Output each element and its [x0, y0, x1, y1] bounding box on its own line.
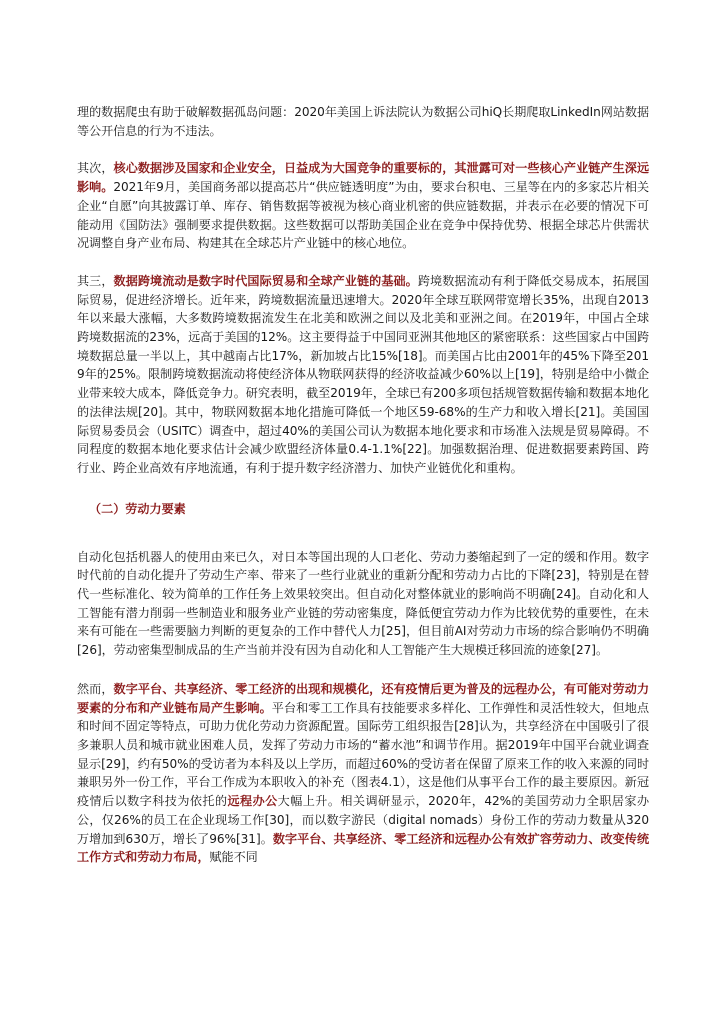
paragraph-core-data-security — [77, 159, 649, 253]
paragraph-lead: 然而， — [77, 681, 114, 696]
paragraph-digital-platforms — [77, 680, 649, 867]
paragraph-body: 跨境数据流动有利于降低交易成本，拓展国际贸易，促进经济增长。近年来，跨境数据流量迅速增大。2020年全球互联网带宽增长35%，出现自2013年以来最大涨幅，大多数跨境数据流发生在北美和欧洲之间以及北美和亚洲之间。在2019年，中国占全球跨境数据流的23%，远高于美国的12%。这主要得益于中国同亚洲其他地区的紧密联系：这些国家占中国跨境数据总量一半以上，其中越南占比17%，新加坡占比15%[18]。而美国占比由2001年的45%下降至2019年的25%。限制跨境数据流动将使经济体从物联网获得的经济收益减少60%以上[19]，特别是给中小微企业带来较大成本，降低竞争力。研究表明，截至2019年，全球已有200多项包括规管数据传输和数据本地化的法律法规[20]。其中，物联网数据本地化措施可降低一个地区59-68%的生产力和收入增长[21]。美国国际贸易委员会（USITC）调查中，超过40%的美国公司认为数据本地化要求和市场准入法规是贸易障碍。不同程度的数据本地化要求估计会减少欧盟经济体量0.4-1.1%[22]。加强数据治理、促进数据要素跨国、跨行业、跨企业高效有序地流通，有利于提升数字经济潜力、加快产业链优化和重构。 — [77, 273, 649, 475]
paragraph-body: 平台和零工工作具有技能要求多样化、工作弹性和灵活性较大，但地点和时间不固定等特点，可助力优化劳动力资源配置。国际劳工组织报告[28]认为，共享经济在中国吸引了很多兼职人员和城市就业困难人员，发挥了劳动力市场的“蓄水池”和调节作用。据2019年中国平台就业调查显示[29]，约有50%的受访者为本科及以上学历，而超过60%的受访者在保留了原来工作的收入来源的同时兼职另外一份工作，平台工作成为本职收入的补充（图表4.1），这是他们从事平台工作的最主要原因。新冠疫情后以数字科技为依托的 — [77, 700, 650, 809]
paragraph-cross-border-data — [77, 272, 649, 478]
paragraph-automation: 自动化包括机器人的使用由来已久，对日本等国出现的人口老化、劳动力萎缩起到了一定的缓和作用。数字时代前的自动化提升了劳动生产率、带来了一些行业就业的重新分配和劳动力占比的下降[23]，特别是在替代一些标准化、较为简单的工作任务上效果较突出。但自动化对整体就业的影响尚不明确[24]。自动化和人工智能有潜力削弱一些制造业和服务业产业链的劳动密集度，降低便宜劳动力作为比较优势的重要性，在未来有可能在一些需要脑力判断的更复杂的工作中替代人力[25]，但目前AI对劳动力市场的综合影响仍不明确[26]，劳动密集型制成品的生产当前并没有因为自动化和人工智能产生大规模迁移回流的迹象[27]。 — [77, 549, 649, 658]
paragraph-tail: 赋能不同 — [209, 850, 258, 865]
paragraph-body: 2021年9月，美国商务部以提高芯片“供应链透明度”为由，要求台积电、三星等在内的多家芯片相关企业“自愿”向其披露订单、库存、销售数据等被视为核心商业机密的供应链数据，并表示在必要的情况下可能动用《国防法》强制要求提供数据。这些数据可以帮助美国企业在竞争中保持优势、根据全球芯片供需状况调整自身产业布局、构建其在全球芯片产业链中的核心地位。 — [77, 180, 649, 251]
highlight-text: 核心数据涉及国家和企业安全，日益成为大国竞争的重要标的，其泄露可对一些核心产业链产生深远影响。 — [77, 161, 649, 195]
highlight-text: 数据跨境流动是数字时代国际贸易和全球产业链的基础。 — [113, 273, 418, 288]
paragraph-lead: 其三， — [77, 273, 114, 288]
section-heading-labor: （二）劳动力要素 — [89, 501, 186, 516]
highlight-text: 数字平台、共享经济、零工经济的出现和规模化，还有疫情后更为普及的远程办公，有可能对劳动力要素的分布和产业链布局产生影响。 — [77, 681, 649, 715]
paragraph-data-crawler: 理的数据爬虫有助于破解数据孤岛问题：2020年美国上诉法院认为数据公司hiQ长期爬取LinkedIn网站数据等公开信息的行为不违法。 — [77, 105, 649, 138]
document-page — [77, 103, 649, 867]
paragraph-body: 大幅上升。相关调研显示，2020年，42%的美国劳动力全职居家办公，仅26%的员工在企业现场工作[30]，而以数字游民（digital nomads）身份工作的劳动力数量从320万增加到630万，增长了96%[31]。 — [77, 794, 649, 846]
highlight-text: 数字平台、共享经济、零工经济和远程办公有效扩容劳动力、改变传统工作方式和劳动力布局， — [77, 831, 649, 865]
highlight-text: 远程办公 — [227, 794, 278, 809]
paragraph-lead: 其次， — [77, 161, 114, 176]
